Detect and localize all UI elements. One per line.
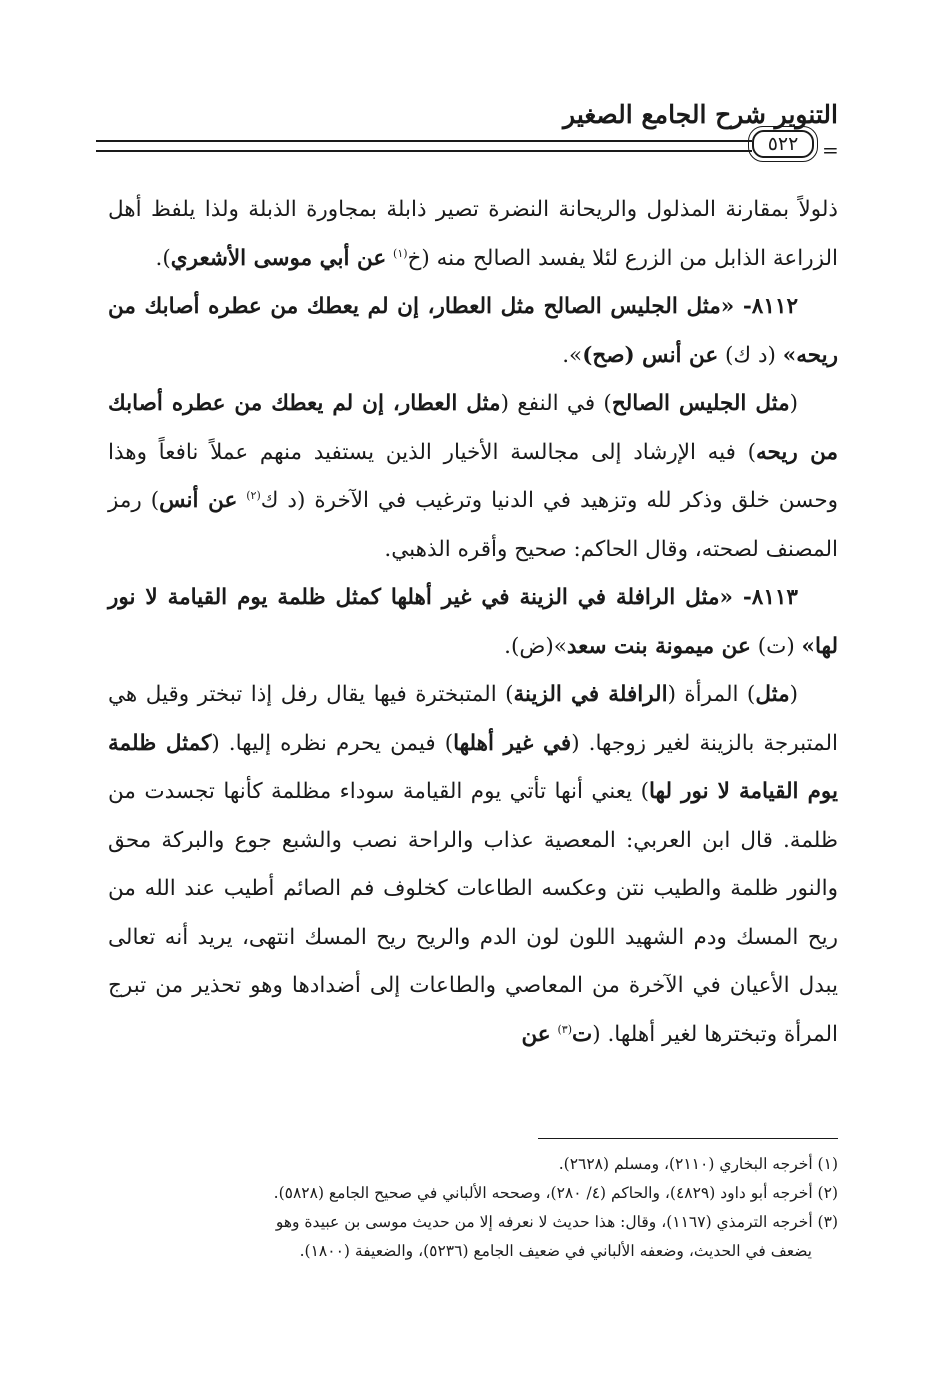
- quoted-phrase: مثل: [755, 682, 790, 707]
- source-codes: (د ك): [718, 342, 783, 368]
- text-run: ).: [155, 245, 171, 271]
- hadith-8113: [108, 574, 838, 671]
- quoted-phrase: كمثل ظلمة يوم القيامة لا نور لها: [108, 730, 838, 804]
- commentary-8112: [108, 380, 838, 574]
- hadith-text: «مثل الرافلة في الزينة في غير أهلها كمثل ظلمة يوم القيامة لا نور لها»: [108, 585, 838, 659]
- narrator-name: عن ميمونة بنت سعد: [566, 633, 751, 659]
- footnote-ref-1: (١): [393, 246, 408, 260]
- footnote-ref-3: (٣): [557, 1022, 572, 1036]
- footnote-3: (٣) أخرجه الترمذي (١١٦٧)، وقال: هذا حديث لا نعرفه إلا من حديث موسى بن عبيدة وهو: [275, 1213, 838, 1231]
- text-run: ) المتبخترة فيها يقال رفل إذا تبختر وقيل هي المتبرجة بالزينة لغير زوجها. (: [108, 682, 838, 756]
- text-run: ) المرأة (: [667, 682, 756, 707]
- source-codes: (ت): [750, 633, 802, 659]
- footnote-ref-2: (٢): [246, 488, 261, 502]
- footnote-1: (١) أخرجه البخاري (٢١١٠)، ومسلم (٢٦٢٨).: [558, 1155, 838, 1173]
- text-run: »(ض).: [504, 633, 567, 659]
- narrator-name: عن أنس: [159, 488, 238, 513]
- footnote-3-continuation: يضعف في الحديث، وضعفه الألباني في ضعيف الجامع (٥٢٣٦)، والضعيفة (١٨٠٠).: [299, 1242, 812, 1260]
- footnotes: [108, 1150, 838, 1266]
- text-run: (: [789, 682, 798, 707]
- quoted-phrase: مثل العطار، إن لم يعطك من عطره أصابك من ريحه: [108, 391, 839, 465]
- header-rule-bottom: [96, 150, 752, 152]
- hadith-number: ٨١١٣-: [732, 585, 798, 610]
- page-number-ornament: =: [822, 138, 839, 162]
- footnote-2: (٢) أخرجه أبو داود (٤٨٢٩)، والحاكم (٤/ ٢٨٠)، وصححه الألباني في صحيح الجامع (٥٨٢٨).: [273, 1184, 838, 1202]
- narrator-name: عن أنس (صح): [582, 342, 719, 368]
- text-run: (: [789, 391, 799, 416]
- quoted-phrase: في غير أهلها: [453, 730, 572, 756]
- paragraph-continuation: [108, 186, 838, 283]
- quoted-phrase: الرافلة في الزينة: [513, 682, 668, 707]
- text-run: [237, 488, 246, 513]
- text-run: عن: [521, 1021, 551, 1047]
- quoted-phrase: مثل الجليس الصالح: [611, 391, 790, 416]
- text-run: ) يعني أنها تأتي يوم القيامة سوداء مظلمة كأنها تجسدت من ظلمة. قال ابن العربي: المعصية عذاب والراحة نصب والشبع جوع والبركة محق والنور ظلمة والطيب نتن وعكسه الطاعات كخلوف فم الصائم أطيب عند الله من ريح المسك ودم الشهيد اللون لون الدم والريح ريح المسك انتهى، يريد أنه تعالى يبدل الأعيان في الآخرة من المعاصي والطاعات إلى أضدادها وهو تحذير من تبرج المرأة وتبخترها لغير أهلها. (: [108, 779, 838, 1047]
- page-number: ٥٢٢: [752, 130, 814, 158]
- commentary-8113: [108, 671, 838, 1059]
- text-run: ) فيه الإرشاد إلى مجالسة الأخيار الذين يستفيد منهم عملاً نافعاً وهذا وحسن خلق وذكر لله وتزهيد في الدنيا وترغيب في الآخرة (د ك: [108, 439, 838, 513]
- text-run: ذلولاً بمقارنة المذلول والريحانة النضرة تصير ذابلة بمجاورة الذبلة ولذا يلفظ أهل الزراعة الذابل من الزرع لئلا يفسد الصالح منه (خ: [108, 197, 838, 271]
- text-run: ».: [562, 342, 583, 368]
- text-run: ) فيمن يحرم نظره إليها. (: [211, 730, 454, 756]
- hadith-number: ٨١١٢-: [734, 294, 798, 319]
- footnote-separator: [538, 1138, 838, 1139]
- book-title: التنوير شرح الجامع الصغير: [563, 100, 838, 129]
- hadith-8112: [108, 283, 838, 380]
- text-run: ) في النفع (: [500, 391, 612, 416]
- header-rule-top: [96, 140, 752, 142]
- main-text: [108, 186, 838, 1059]
- hadith-text: «مثل الجليس الصالح مثل العطار، إن لم يعطك من عطره أصابك من ريحه»: [108, 294, 838, 368]
- source-code: ت: [572, 1021, 593, 1047]
- text-run: ) رمز المصنف لصحته، وقال الحاكم: صحيح وأقره الذهبي.: [108, 488, 838, 562]
- text-run: [386, 246, 393, 271]
- narrator-name: عن أبي موسى الأشعري: [170, 245, 387, 271]
